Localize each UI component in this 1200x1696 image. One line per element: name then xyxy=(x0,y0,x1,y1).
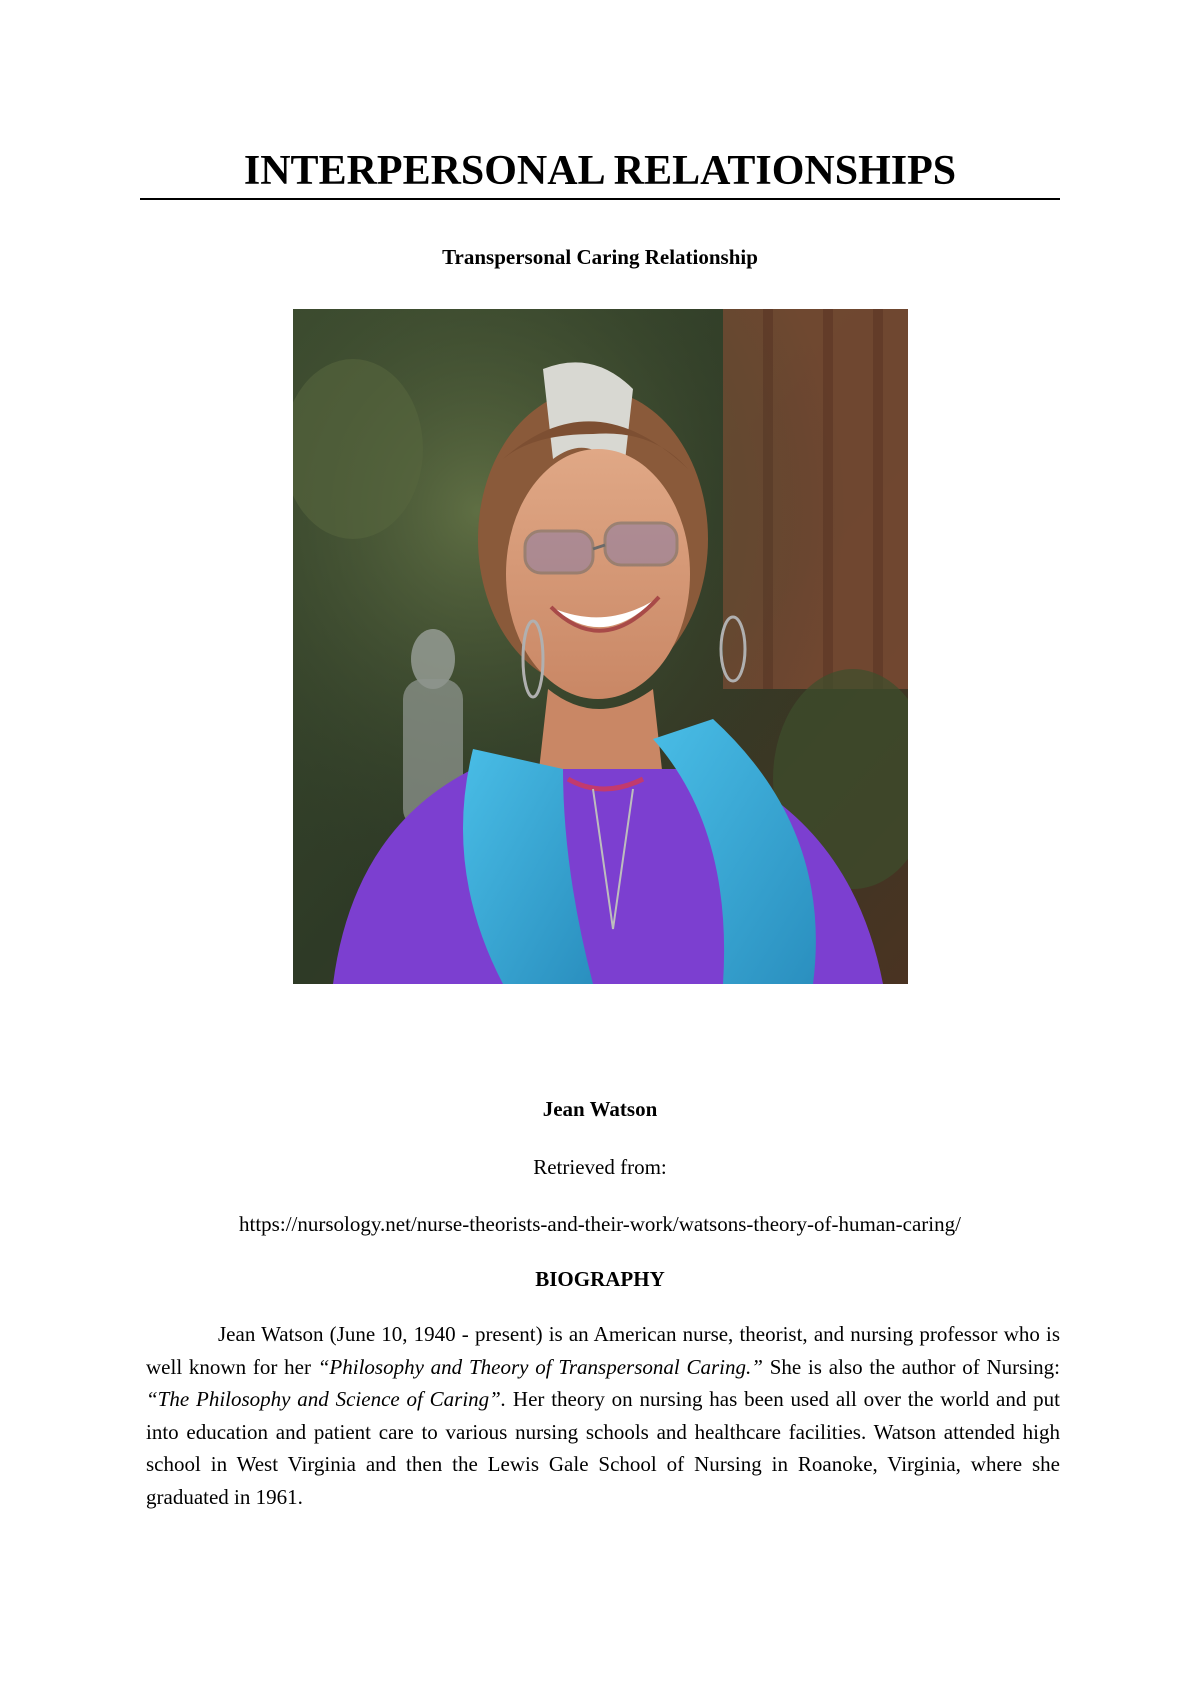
bio-text-part: She is also the author of Nursing: xyxy=(762,1354,1060,1379)
retrieved-label: Retrieved from: xyxy=(533,1155,667,1179)
source-url[interactable]: https://nursology.net/nurse-theorists-and-their-work/watsons-theory-of-human-caring/ xyxy=(239,1212,961,1236)
page-title: INTERPERSONAL RELATIONSHIPS xyxy=(243,148,957,194)
bio-italic-title: “The Philosophy and Science of Caring”. xyxy=(146,1387,507,1411)
bio-italic-title: “Philosophy and Theory of Transpersonal Caring.” xyxy=(317,1354,763,1379)
title-underline xyxy=(140,198,1060,200)
bio-text-part: Her theory on nursing has been used all over the world and put into education and patient care to various nursing schools and healthcare facilities. Watson attended high school in West Virginia and then the Lewis Gale School of Nursing in Roanoke, Virginia, where she graduated in 1961. xyxy=(146,1387,1060,1509)
section-subtitle: Transpersonal Caring Relationship xyxy=(442,245,758,269)
photo-caption-name: Jean Watson xyxy=(542,1097,658,1121)
bio-text-part: Jean Watson (June 10, 1940 - present) is an American nurse, theorist, and nursing professor who is well known for her xyxy=(146,1322,1060,1379)
biography-paragraph xyxy=(146,1318,1060,1513)
portrait-photo xyxy=(293,309,908,984)
biography-heading: BIOGRAPHY xyxy=(535,1267,665,1291)
